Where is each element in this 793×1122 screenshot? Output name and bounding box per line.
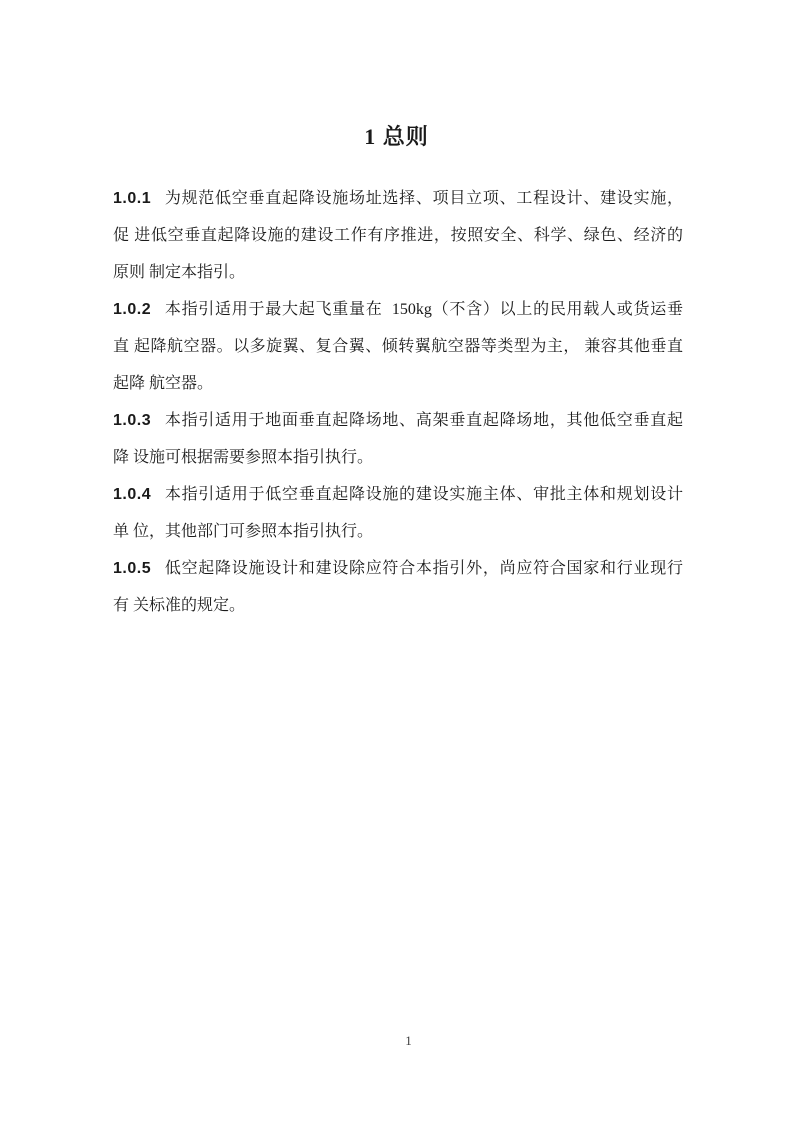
document-body — [113, 180, 683, 624]
clause-text: 本指引适用于地面垂直起降场地、高架垂直起降场地，其他低空垂直起 — [164, 412, 683, 429]
chapter-number: 1 — [364, 124, 377, 149]
paragraph-line: 起降 航空器。 — [113, 375, 214, 392]
paragraph-line — [113, 180, 683, 217]
paragraph-line: 直 起降航空器。以多旋翼、复合翼、倾转翼航空器等类型为主， 兼容其他垂直 — [113, 338, 683, 355]
clause-text: 本指引适用于最大起飞重量在 150kg（不含）以上的民用载人或货运垂 — [164, 301, 683, 318]
paragraph-line: 降 设施可根据需要参照本指引执行。 — [113, 449, 374, 466]
clause-text: 为规范低空垂直起降设施场址选择、项目立项、工程设计、建设实施， — [164, 190, 683, 207]
clause-text: 本指引适用于低空垂直起降设施的建设实施主体、审批主体和规划设计 — [164, 486, 683, 503]
paragraph-line: 原则 制定本指引。 — [113, 264, 246, 281]
clause-paragraph — [113, 291, 683, 402]
clause-number: 1.0.5 — [113, 560, 152, 577]
page-number: 1 — [405, 1033, 412, 1048]
paragraph-line — [113, 550, 683, 587]
clause-number: 1.0.4 — [113, 486, 152, 503]
chapter-title-text: 总则 — [382, 124, 429, 149]
paragraph-line: 单 位，其他部门可参照本指引执行。 — [113, 523, 374, 540]
clause-text: 低空起降设施设计和建设除应符合本指引外，尚应符合国家和行业现行 — [164, 560, 683, 577]
clause-number: 1.0.3 — [113, 412, 152, 429]
clause-paragraph — [113, 402, 683, 476]
clause-paragraph — [113, 550, 683, 624]
paragraph-line — [113, 402, 683, 439]
paragraph-line: 有 关标准的规定。 — [113, 597, 246, 614]
clause-number: 1.0.2 — [113, 301, 152, 318]
paragraph-line: 促 进低空垂直起降设施的建设工作有序推进，按照安全、科学、绿色、经济的 — [113, 227, 683, 244]
clause-paragraph — [113, 476, 683, 550]
clause-number: 1.0.1 — [113, 190, 152, 207]
paragraph-line — [113, 476, 683, 513]
paragraph-line — [113, 291, 683, 328]
page-title — [0, 121, 793, 153]
clause-paragraph — [113, 180, 683, 291]
